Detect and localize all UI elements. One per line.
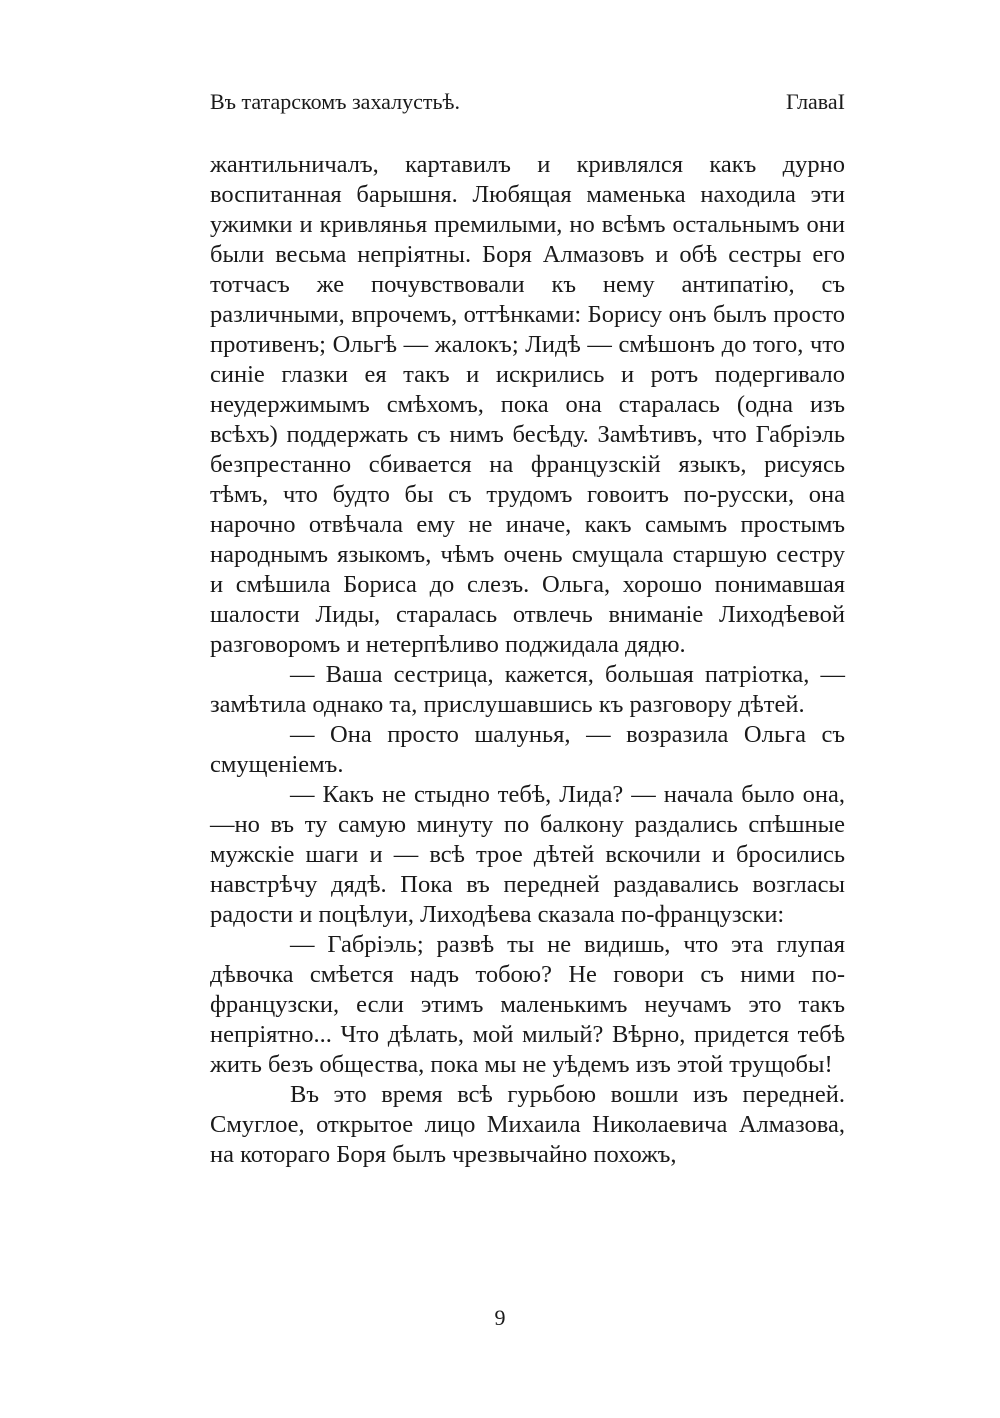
running-header: [210, 86, 845, 118]
paragraph-dialogue: — Какъ не стыдно тебѣ, Лида? — начала было она, —но въ ту самую минуту по балкону раздались спѣшные мужскіе шаги и — всѣ трое дѣтей вскочили и бросились навстрѣчу дядѣ. Пока въ передней раздавались возгласы радости и поцѣлуи, Лиходѣева сказала по-французски:: [210, 781, 845, 928]
paragraph-dialogue: — Ваша сестрица, кажется, большая патріотка, — замѣтила однако та, прислушавшись къ разговору дѣтей.: [210, 661, 845, 718]
paragraph-dialogue: — Габріэль; развѣ ты не видишь, что эта глупая дѣвочка смѣется надъ тобою? Не говори съ ними по-французски, если этимъ маленькимъ неучамъ это такъ непріятно... Что дѣлать, мой милый? Вѣрно, придется тебѣ жить безъ общества, пока мы не уѣдемъ изъ этой трущобы!: [210, 931, 845, 1078]
paragraph-dialogue: — Она просто шалунья, — возразила Ольга съ смущеніемъ.: [210, 721, 845, 778]
body-text: [210, 150, 845, 1170]
paragraph: Въ это время всѣ гурьбою вошли изъ передней. Смуглое, открытое лицо Михаила Николаевича Алмазова, на котораго Боря былъ чрезвычайно похожъ,: [210, 1081, 845, 1168]
page-number: 9: [494, 1305, 506, 1330]
header-chapter: ГлаваI: [786, 89, 845, 114]
header-book-title: Въ татарскомъ захалустьѣ.: [210, 89, 460, 114]
paragraph-continuation: жантильничалъ, картавилъ и кривлялся какъ дурно воспитанная барышня. Любящая маменька находила эти ужимки и кривлянья премилыми, но всѣмъ остальнымъ они были весьма непріятны. Боря Алмазовъ и обѣ сестры его тотчасъ же почувствовали къ нему антипатію, съ различными, впрочемъ, оттѣнками: Борису онъ былъ просто противенъ; Ольгѣ — жалокъ; Лидѣ — смѣшонъ до того, что синіе глазки ея такъ и искрились и ротъ подергивало неудержимымъ смѣхомъ, пока она старалась (одна изъ всѣхъ) поддержать съ нимъ бесѣду. Замѣтивъ, что Габріэль безпрестанно сбивается на французскій языкъ, рисуясь тѣмъ, что будто бы съ трудомъ говоитъ по-русски, она нарочно отвѣчала ему не иначе, какъ самымъ простымъ народнымъ языкомъ, чѣмъ очень смущала старшую сестру и смѣшила Бориса до слезъ. Ольга, хорошо понимавшая шалости Лиды, старалась отвлечь вниманіе Лиходѣевой разговоромъ и нетерпѣливо поджидала дядю.: [210, 151, 845, 658]
